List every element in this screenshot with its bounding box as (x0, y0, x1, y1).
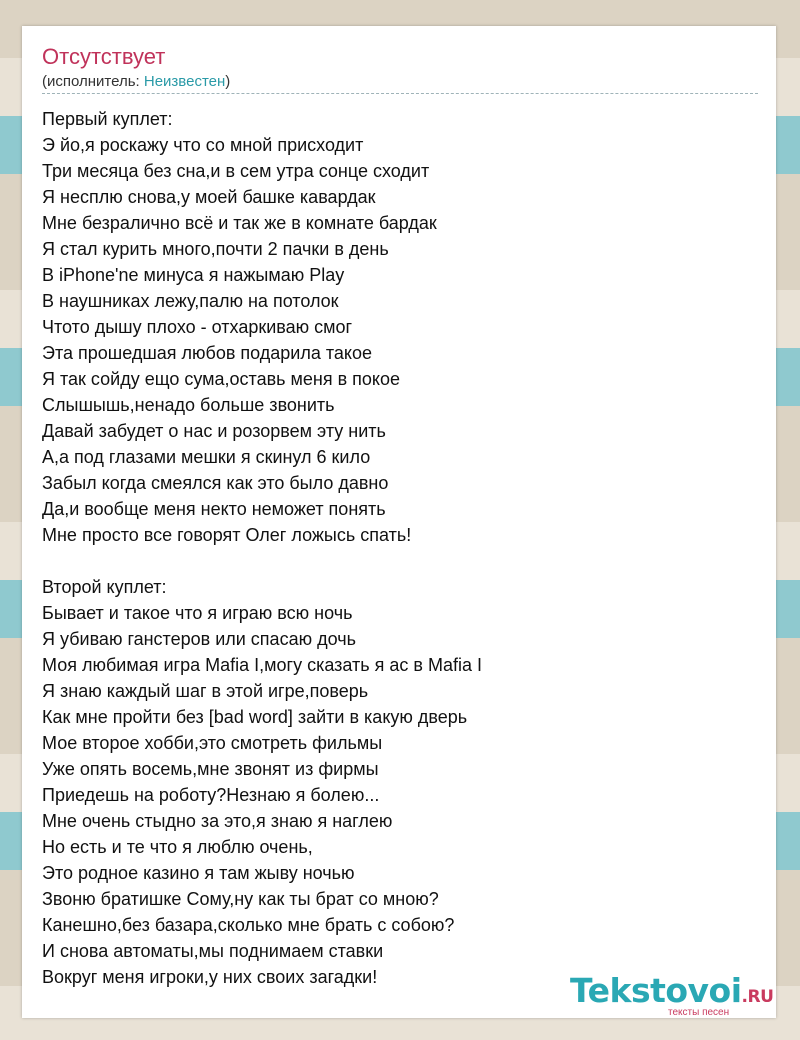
title-divider (42, 93, 758, 94)
lyric-line: Мне очень стыдно за это,я знаю я наглею (42, 811, 393, 831)
logo-tagline: тексты песен (668, 1007, 730, 1018)
lyric-line: Слышышь,ненадо больше звонить (42, 395, 335, 415)
stanza-break (42, 548, 766, 574)
artist-line (42, 73, 230, 91)
artist-suffix: ) (225, 73, 231, 90)
lyric-line: Три месяца без сна,и в сем утра сонце сходит (42, 161, 430, 181)
lyric-line: В iPhone'ne минуса я нажымаю Play (42, 265, 345, 285)
artist-link[interactable]: Неизвестен (143, 73, 226, 90)
lyric-line: Чтото дышу плохо - отхаркиваю смог (42, 317, 353, 337)
lyric-line: Э йо,я роскажу что со мной присходит (42, 135, 364, 155)
lyric-line: Я стал курить много,почти 2 пачки в день (42, 239, 389, 259)
lyrics-text (42, 106, 766, 990)
lyric-line: Звоню братишке Сому,ну как ты брат со мною? (42, 889, 439, 909)
lyric-line: Я несплю снова,у моей башке кавардак (42, 187, 376, 207)
song-title: Отсутствует (42, 44, 166, 69)
artist-prefix: (исполнитель: (42, 73, 144, 90)
lyric-line: Первый куплет: (42, 109, 173, 129)
lyric-line: И снова автоматы,мы поднимаем ставки (42, 941, 384, 961)
logo-domain: .RU (741, 987, 774, 1007)
lyric-line: Вокруг меня игроки,у них своих загадки! (42, 967, 378, 987)
lyric-line: Забыл когда смеялся как это было давно (42, 473, 389, 493)
lyric-line: Но есть и те что я люблю очень, (42, 837, 313, 857)
lyric-line: Приедешь на роботу?Незнаю я болею... (42, 785, 380, 805)
lyric-line: Давай забудет о нас и розорвем эту нить (42, 421, 386, 441)
lyric-line: Мое второе хобби,это смотреть фильмы (42, 733, 383, 753)
lyric-line: Я так сойду ещо сума,оставь меня в покое (42, 369, 401, 389)
lyric-line: Бывает и такое что я играю всю ночь (42, 603, 353, 623)
lyric-line: В наушниках лежу,палю на потолок (42, 291, 339, 311)
lyric-line: Это родное казино я там жыву ночью (42, 863, 355, 883)
lyrics-card (22, 26, 776, 1018)
logo-main-text: Tekstovoi (570, 971, 742, 1010)
lyric-line: Мне просто все говорят Олег ложысь спать! (42, 525, 412, 545)
lyric-line: Второй куплет: (42, 577, 167, 597)
lyric-line: Мне безралично всё и так же в комнате бардак (42, 213, 437, 233)
lyric-line: Да,и вообще меня некто неможет понять (42, 499, 386, 519)
site-logo[interactable] (570, 971, 780, 1021)
lyric-line: Я знаю каждый шаг в этой игре,поверь (42, 681, 369, 701)
lyric-line: Моя любимая игра Mafia I,могу сказать я ас в Mafia I (42, 655, 482, 675)
lyric-line: Я убиваю ганстеров или спасаю дочь (42, 629, 356, 649)
lyric-line: Уже опять восемь,мне звонят из фирмы (42, 759, 379, 779)
lyric-line: Как мне пройти без [bad word] зайти в какую дверь (42, 707, 468, 727)
lyric-line: А,а под глазами мешки я скинул 6 кило (42, 447, 371, 467)
lyric-line: Канешно,без базара,сколько мне брать с собою? (42, 915, 455, 935)
lyric-line: Эта прошедшая любов подарила такое (42, 343, 373, 363)
